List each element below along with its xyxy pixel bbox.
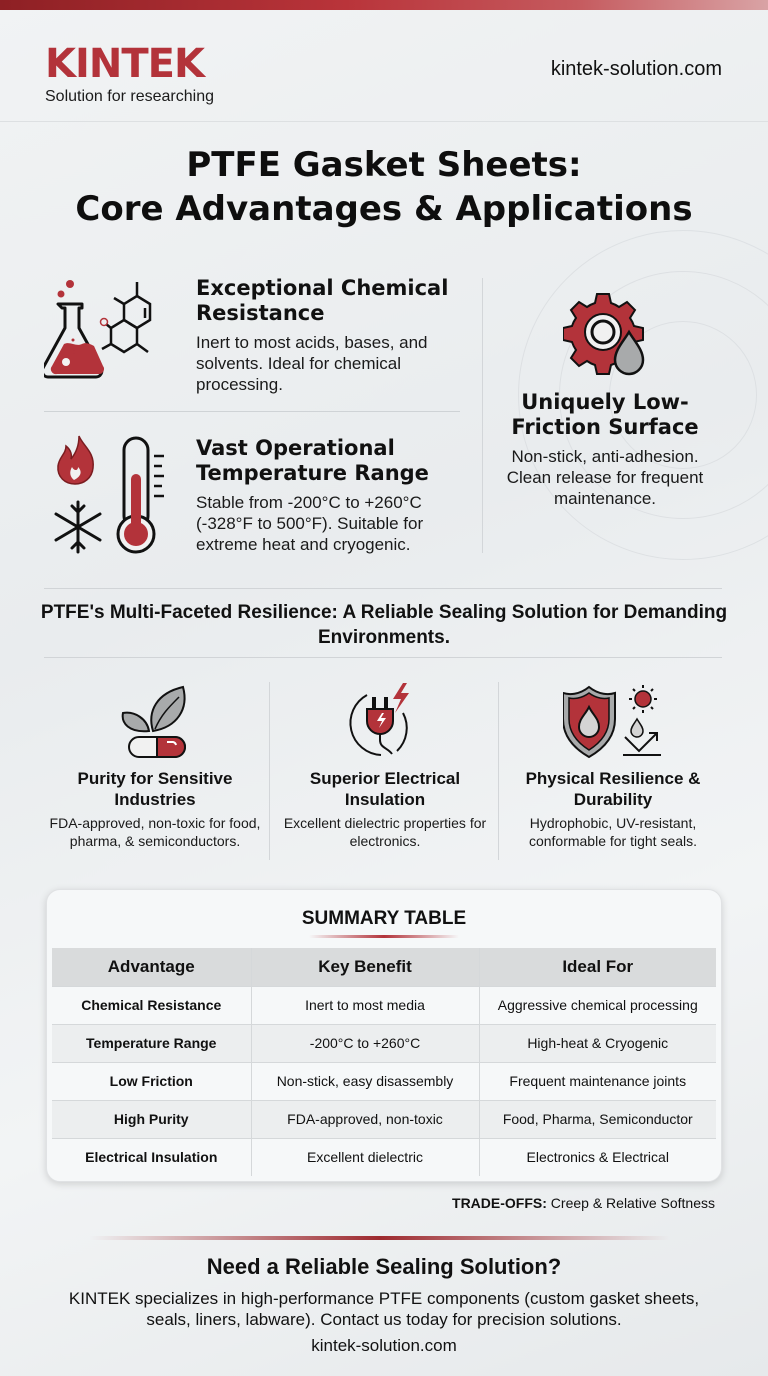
tradeoffs-text: Creep & Relative Softness xyxy=(550,1195,715,1211)
feature-temperature-range xyxy=(196,436,466,555)
cta-title: Need a Reliable Sealing Solution? xyxy=(206,1254,562,1279)
table-row xyxy=(52,1024,716,1062)
divider-vertical xyxy=(498,682,499,860)
gear-droplet-icon xyxy=(563,292,649,387)
table-cell: Frequent maintenance joints xyxy=(479,1062,716,1100)
column-header-advantage: Advantage xyxy=(52,948,251,986)
leaf-capsule-icon xyxy=(45,680,265,762)
column-header-key-benefit: Key Benefit xyxy=(251,948,479,986)
feature-description: Non-stick, anti-adhesion. Clean release for frequent maintenance. xyxy=(506,447,704,508)
divider-vertical xyxy=(482,278,483,553)
page-header xyxy=(0,10,768,122)
top-accent-bar xyxy=(0,0,768,10)
table-cell: High-heat & Cryogenic xyxy=(479,1024,716,1062)
table-cell: Temperature Range xyxy=(52,1024,251,1062)
feature-title: Uniquely Low-Friction Surface xyxy=(511,390,699,439)
summary-table-card xyxy=(46,889,722,1182)
table-cell: Chemical Resistance xyxy=(52,986,251,1024)
cta-description: KINTEK specializes in high-performance PTFE components (custom gasket sheets, seals, liners, labware). Contact us today for precision solutions. xyxy=(68,1289,700,1329)
table-cell: FDA-approved, non-toxic xyxy=(251,1100,479,1138)
table-cell: Excellent dielectric xyxy=(251,1138,479,1176)
table-cell: -200°C to +260°C xyxy=(251,1024,479,1062)
title-underline xyxy=(309,935,459,938)
feature-title: Purity for Sensitive Industries xyxy=(77,769,233,809)
tradeoffs-label: TRADE-OFFS: xyxy=(452,1195,547,1211)
column-header-ideal-for: Ideal For xyxy=(479,948,716,986)
title-line-2: Core Advantages & Applications xyxy=(75,189,693,229)
footer-accent-line xyxy=(90,1236,670,1240)
logo-wordmark: KINTEK xyxy=(45,41,204,87)
tradeoffs-note xyxy=(452,1195,715,1211)
footer-website-link[interactable]: kintek-solution.com xyxy=(311,1336,457,1355)
feature-purity xyxy=(45,680,265,850)
plug-lightning-icon xyxy=(275,680,495,762)
feature-physical-resilience xyxy=(503,680,723,850)
feature-title: Physical Resilience & Durability xyxy=(525,769,701,809)
table-row xyxy=(52,1100,716,1138)
summary-table xyxy=(52,948,716,1176)
resilience-banner: PTFE's Multi-Faceted Resilience: A Reliable Sealing Solution for Demanding Environments. xyxy=(40,602,728,648)
table-cell: Inert to most media xyxy=(251,986,479,1024)
feature-chemical-resistance xyxy=(196,276,466,395)
page-title xyxy=(0,143,768,231)
feature-description: Excellent dielectric properties for electronics. xyxy=(283,815,487,849)
feature-title: Vast Operational Temperature Range xyxy=(196,436,429,485)
feature-title: Superior Electrical Insulation xyxy=(309,769,461,809)
divider xyxy=(44,411,460,412)
title-line-1: PTFE Gasket Sheets: xyxy=(186,145,582,185)
kintek-logo[interactable] xyxy=(45,41,214,106)
feature-low-friction xyxy=(490,390,720,509)
table-row xyxy=(52,986,716,1024)
table-header-row xyxy=(52,948,716,986)
divider-vertical xyxy=(269,682,270,860)
table-row xyxy=(52,1138,716,1176)
table-cell: Aggressive chemical processing xyxy=(479,986,716,1024)
fire-snowflake-thermometer-icon xyxy=(52,434,172,563)
feature-description: Stable from -200°C to +260°C (-328°F to 500°F). Suitable for extreme heat and cryogenic. xyxy=(196,493,424,554)
divider xyxy=(44,657,722,658)
table-cell: Non-stick, easy disassembly xyxy=(251,1062,479,1100)
table-cell: Electronics & Electrical xyxy=(479,1138,716,1176)
feature-electrical-insulation xyxy=(275,680,495,850)
header-website-link[interactable]: kintek-solution.com xyxy=(550,58,722,80)
divider xyxy=(44,588,722,589)
shield-sun-droplet-icon xyxy=(503,680,723,762)
table-cell: Electrical Insulation xyxy=(52,1138,251,1176)
feature-description: Inert to most acids, bases, and solvents. Ideal for chemical processing. xyxy=(196,333,428,394)
table-row xyxy=(52,1062,716,1100)
flask-molecule-icon xyxy=(44,276,174,387)
table-cell: High Purity xyxy=(52,1100,251,1138)
logo-tagline: Solution for researching xyxy=(45,88,214,105)
table-cell: Low Friction xyxy=(52,1062,251,1100)
feature-description: FDA-approved, non-toxic for food, pharma, & semiconductors. xyxy=(49,815,261,849)
table-cell: Food, Pharma, Semiconductor xyxy=(479,1100,716,1138)
feature-title: Exceptional Chemical Resistance xyxy=(196,276,449,325)
summary-table-title: SUMMARY TABLE xyxy=(301,908,467,929)
feature-description: Hydrophobic, UV-resistant, conformable for tight seals. xyxy=(528,815,698,849)
